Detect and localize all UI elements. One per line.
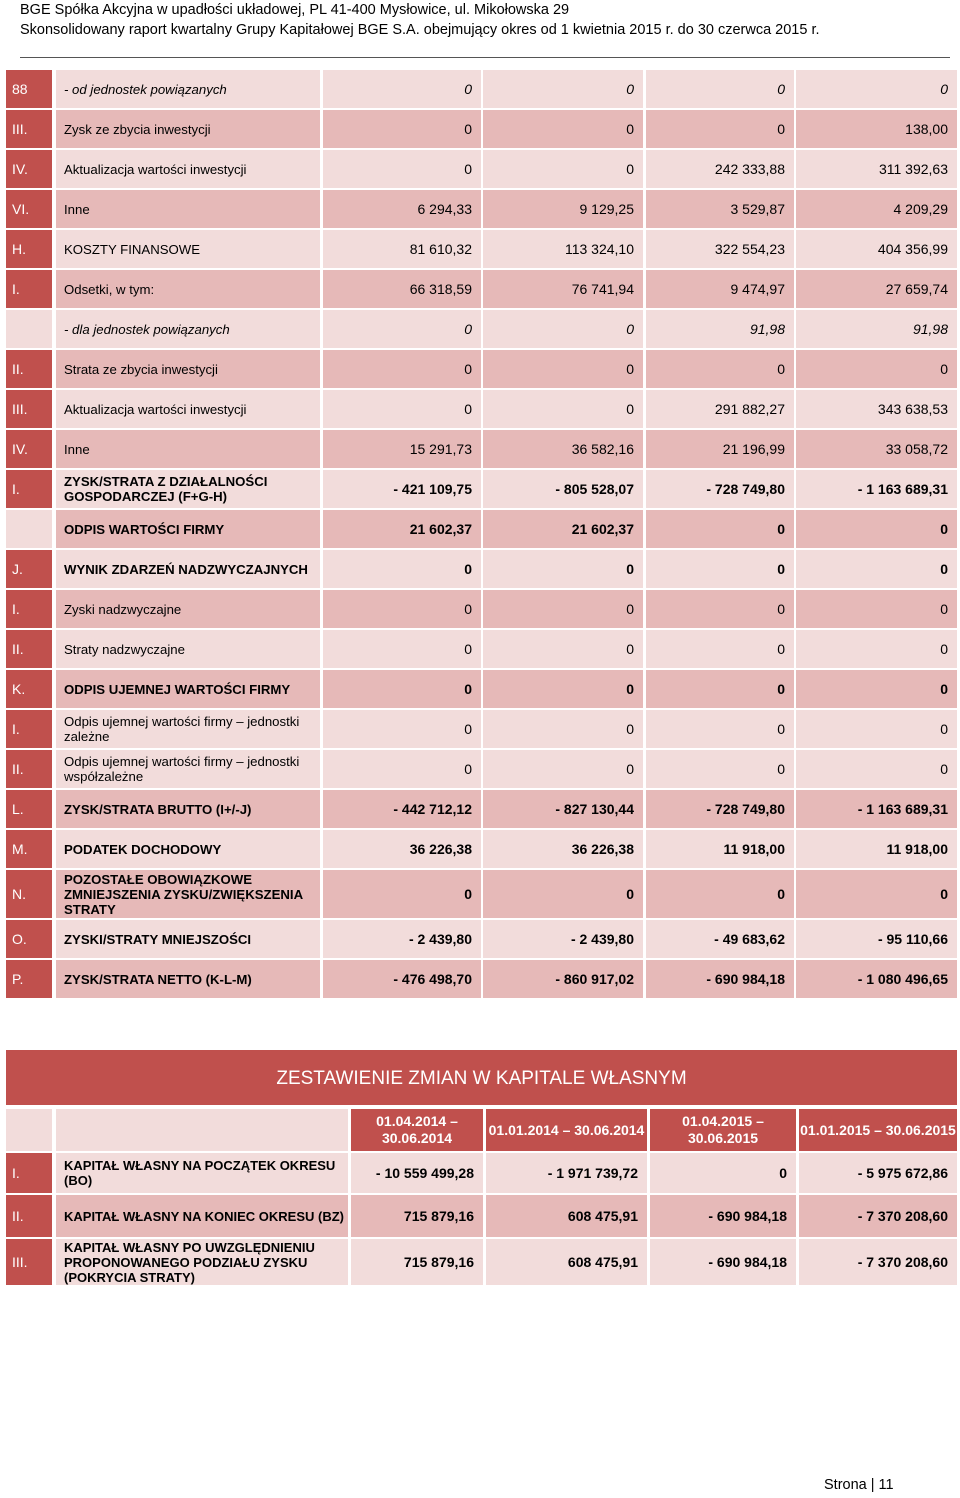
row-label: ZYSK/STRATA NETTO (K-L-M) [56,960,320,998]
value-q2-2014: 0 [323,870,481,918]
row-label: KAPITAŁ WŁASNY NA KONIEC OKRESU (BZ) [56,1195,348,1237]
value-h1-2014: - 2 439,80 [483,920,643,958]
row-label: - od jednostek powiązanych [56,70,320,108]
row-code: I. [6,590,52,628]
value-q2-2015: 3 529,87 [646,190,794,228]
value-h1-2015: 4 209,29 [796,190,957,228]
value-h1-2014: 113 324,10 [483,230,643,268]
row-label: ZYSK/STRATA Z DZIAŁALNOŚCI GOSPODARCZEJ (F+G-H) [56,470,320,508]
row-code: M. [6,830,52,868]
row-code: P. [6,960,52,998]
value-h1-2014: 0 [483,750,643,788]
table-row [6,470,957,508]
value-q2-2015: 0 [646,110,794,148]
value-q2-2014: 0 [323,670,481,708]
row-code: III. [6,1239,52,1285]
value-h1-2014: 0 [483,350,643,388]
row-code: 88 [6,70,52,108]
value-q2-2015: 0 [646,550,794,588]
row-label: KOSZTY FINANSOWE [56,230,320,268]
value-h1-2015: - 7 370 208,60 [799,1239,957,1285]
table-row [6,310,957,348]
row-code [6,310,52,348]
value-q2-2014: - 476 498,70 [323,960,481,998]
header-line-1: BGE Spółka Akcyjna w upadłości układowej, PL 41-400 Mysłowice, ul. Mikołowska 29 [20,2,570,18]
row-label: KAPITAŁ WŁASNY NA POCZĄTEK OKRESU (BO) [56,1153,348,1193]
table-row [6,1153,957,1193]
row-code: N. [6,870,52,918]
value-q2-2015: - 728 749,80 [646,470,794,508]
value-q2-2015: 322 554,23 [646,230,794,268]
value-h1-2015: 0 [796,750,957,788]
table-row [6,190,957,228]
row-label: Odpis ujemnej wartości firmy – jednostki zależne [56,710,320,748]
row-code: II. [6,750,52,788]
row-code: K. [6,670,52,708]
value-q2-2014: 66 318,59 [323,270,481,308]
value-h1-2015: - 1 163 689,31 [796,790,957,828]
row-label: Zyski nadzwyczajne [56,590,320,628]
value-h1-2014: 0 [483,630,643,668]
value-q2-2015: - 49 683,62 [646,920,794,958]
row-label: Straty nadzwyczajne [56,630,320,668]
row-code: III. [6,390,52,428]
value-q2-2014: 21 602,37 [323,510,481,548]
equity-section-title: ZESTAWIENIE ZMIAN W KAPITALE WŁASNYM [6,1050,957,1105]
value-h1-2015: - 1 163 689,31 [796,470,957,508]
row-label: ZYSKI/STRATY MNIEJSZOŚCI [56,920,320,958]
header-blank-code [6,1109,52,1151]
row-label: Odsetki, w tym: [56,270,320,308]
value-h1-2014: 0 [483,70,643,108]
value-h1-2015: 0 [796,670,957,708]
value-q2-2014: 0 [323,710,481,748]
value-q2-2014: 36 226,38 [323,830,481,868]
row-label: Aktualizacja wartości inwestycji [56,390,320,428]
value-h1-2014: 0 [483,310,643,348]
period-header-h1-2015: 01.01.2015 – 30.06.2015 [799,1109,957,1151]
row-code: IV. [6,430,52,468]
value-h1-2015: 138,00 [796,110,957,148]
value-q2-2015: 0 [646,670,794,708]
table-row [6,270,957,308]
value-h1-2015: 404 356,99 [796,230,957,268]
value-q2-2014: - 2 439,80 [323,920,481,958]
row-code: VI. [6,190,52,228]
value-h1-2014: - 827 130,44 [483,790,643,828]
value-q2-2014: 0 [323,150,481,188]
value-h1-2015: - 7 370 208,60 [799,1195,957,1237]
value-q2-2015: - 690 984,18 [646,960,794,998]
value-h1-2015: 0 [796,350,957,388]
value-h1-2015: - 5 975 672,86 [799,1153,957,1193]
header-line-2: Skonsolidowany raport kwartalny Grupy Kapitałowej BGE S.A. obejmujący okres od 1 kwietnia 2015 r. do 30 czerwca 2015 r. [20,22,820,38]
value-h1-2014: 36 226,38 [483,830,643,868]
value-h1-2014: 0 [483,710,643,748]
row-label: Odpis ujemnej wartości firmy – jednostki współzależne [56,750,320,788]
value-h1-2014: 0 [483,110,643,148]
table-row [6,750,957,788]
value-h1-2014: 0 [483,150,643,188]
row-code [6,510,52,548]
row-label: WYNIK ZDARZEŃ NADZWYCZAJNYCH [56,550,320,588]
table-row [6,670,957,708]
table-row [6,510,957,548]
header-blank-label [56,1109,348,1151]
row-label: Aktualizacja wartości inwestycji [56,150,320,188]
value-q2-2015: 9 474,97 [646,270,794,308]
row-code: H. [6,230,52,268]
value-q2-2015: 0 [646,630,794,668]
row-label: Inne [56,430,320,468]
value-h1-2015: - 95 110,66 [796,920,957,958]
value-h1-2014: 21 602,37 [483,510,643,548]
value-q2-2015: 242 333,88 [646,150,794,188]
table-row [6,920,957,958]
report-header [20,0,950,40]
value-h1-2015: 0 [796,550,957,588]
value-h1-2014: - 1 971 739,72 [486,1153,647,1193]
table-row [6,790,957,828]
value-h1-2015: 33 058,72 [796,430,957,468]
row-label: Inne [56,190,320,228]
row-code: III. [6,110,52,148]
table-row [6,390,957,428]
value-q2-2015: 0 [646,590,794,628]
value-q2-2014: 715 879,16 [351,1195,483,1237]
value-h1-2015: 91,98 [796,310,957,348]
value-q2-2014: 15 291,73 [323,430,481,468]
row-label: - dla jednostek powiązanych [56,310,320,348]
value-q2-2015: 291 882,27 [646,390,794,428]
value-h1-2015: 0 [796,70,957,108]
row-code: L. [6,790,52,828]
value-h1-2014: 9 129,25 [483,190,643,228]
row-label: KAPITAŁ WŁASNY PO UWZGLĘDNIENIU PROPONOWANEGO PODZIAŁU ZYSKU (POKRYCIA STRATY) [56,1239,348,1285]
row-label: ODPIS UJEMNEJ WARTOŚCI FIRMY [56,670,320,708]
row-code: I. [6,1153,52,1193]
value-h1-2015: 311 392,63 [796,150,957,188]
value-q2-2015: - 690 984,18 [650,1195,796,1237]
value-q2-2014: 0 [323,310,481,348]
header-divider [20,57,950,58]
page-number: Strona | 11 [824,1477,894,1493]
table-row [6,70,957,108]
row-label: PODATEK DOCHODOWY [56,830,320,868]
value-h1-2014: 76 741,94 [483,270,643,308]
value-h1-2014: 608 475,91 [486,1195,647,1237]
row-code: II. [6,1195,52,1237]
value-h1-2015: 343 638,53 [796,390,957,428]
value-h1-2014: 0 [483,870,643,918]
value-h1-2014: 0 [483,590,643,628]
value-h1-2015: - 1 080 496,65 [796,960,957,998]
value-q2-2014: 81 610,32 [323,230,481,268]
value-q2-2014: 0 [323,630,481,668]
value-q2-2015: 0 [646,70,794,108]
value-h1-2015: 0 [796,510,957,548]
value-q2-2015: 0 [646,510,794,548]
table-row [6,150,957,188]
row-label: POZOSTAŁE OBOWIĄZKOWE ZMNIEJSZENIA ZYSKU/ZWIĘKSZENIA STRATY [56,870,320,918]
value-h1-2014: - 805 528,07 [483,470,643,508]
value-q2-2015: 0 [646,870,794,918]
value-q2-2014: 0 [323,70,481,108]
value-q2-2014: 0 [323,390,481,428]
period-header-h1-2014: 01.01.2014 – 30.06.2014 [486,1109,647,1151]
period-header-q2-2015: 01.04.2015 – 30.06.2015 [650,1109,796,1151]
value-q2-2014: 0 [323,110,481,148]
row-label: Strata ze zbycia inwestycji [56,350,320,388]
table-row [6,230,957,268]
value-q2-2015: - 690 984,18 [650,1239,796,1285]
value-h1-2014: - 860 917,02 [483,960,643,998]
table-row [6,350,957,388]
table-row [6,830,957,868]
value-h1-2015: 11 918,00 [796,830,957,868]
row-label: ODPIS WARTOŚCI FIRMY [56,510,320,548]
value-h1-2014: 608 475,91 [486,1239,647,1285]
value-h1-2015: 0 [796,870,957,918]
value-q2-2015: 0 [650,1153,796,1193]
table-row [6,550,957,588]
value-h1-2014: 36 582,16 [483,430,643,468]
value-q2-2014: 0 [323,350,481,388]
value-q2-2015: 21 196,99 [646,430,794,468]
row-code: II. [6,350,52,388]
value-q2-2014: 6 294,33 [323,190,481,228]
value-q2-2014: 715 879,16 [351,1239,483,1285]
row-code: I. [6,270,52,308]
row-code: IV. [6,150,52,188]
table-row [6,1195,957,1237]
table-row [6,710,957,748]
value-q2-2015: 0 [646,750,794,788]
value-q2-2014: 0 [323,550,481,588]
value-h1-2015: 0 [796,630,957,668]
value-q2-2014: 0 [323,590,481,628]
equity-header-row [6,1109,957,1151]
table-row [6,960,957,998]
table-row [6,1239,957,1285]
row-code: I. [6,470,52,508]
table-row [6,870,957,918]
row-label: Zysk ze zbycia inwestycji [56,110,320,148]
value-q2-2014: - 442 712,12 [323,790,481,828]
value-q2-2015: 91,98 [646,310,794,348]
value-h1-2014: 0 [483,550,643,588]
table-row [6,590,957,628]
value-h1-2014: 0 [483,390,643,428]
table-row [6,110,957,148]
value-q2-2015: 11 918,00 [646,830,794,868]
value-h1-2015: 0 [796,710,957,748]
table-row [6,630,957,668]
period-header-q2-2014: 01.04.2014 – 30.06.2014 [351,1109,483,1151]
value-h1-2014: 0 [483,670,643,708]
value-q2-2014: - 10 559 499,28 [351,1153,483,1193]
value-q2-2015: 0 [646,710,794,748]
row-code: II. [6,630,52,668]
value-h1-2015: 27 659,74 [796,270,957,308]
value-q2-2015: 0 [646,350,794,388]
row-code: O. [6,920,52,958]
value-h1-2015: 0 [796,590,957,628]
value-q2-2014: - 421 109,75 [323,470,481,508]
row-code: I. [6,710,52,748]
row-code: J. [6,550,52,588]
value-q2-2014: 0 [323,750,481,788]
row-label: ZYSK/STRATA BRUTTO (I+/-J) [56,790,320,828]
table-row [6,430,957,468]
value-q2-2015: - 728 749,80 [646,790,794,828]
